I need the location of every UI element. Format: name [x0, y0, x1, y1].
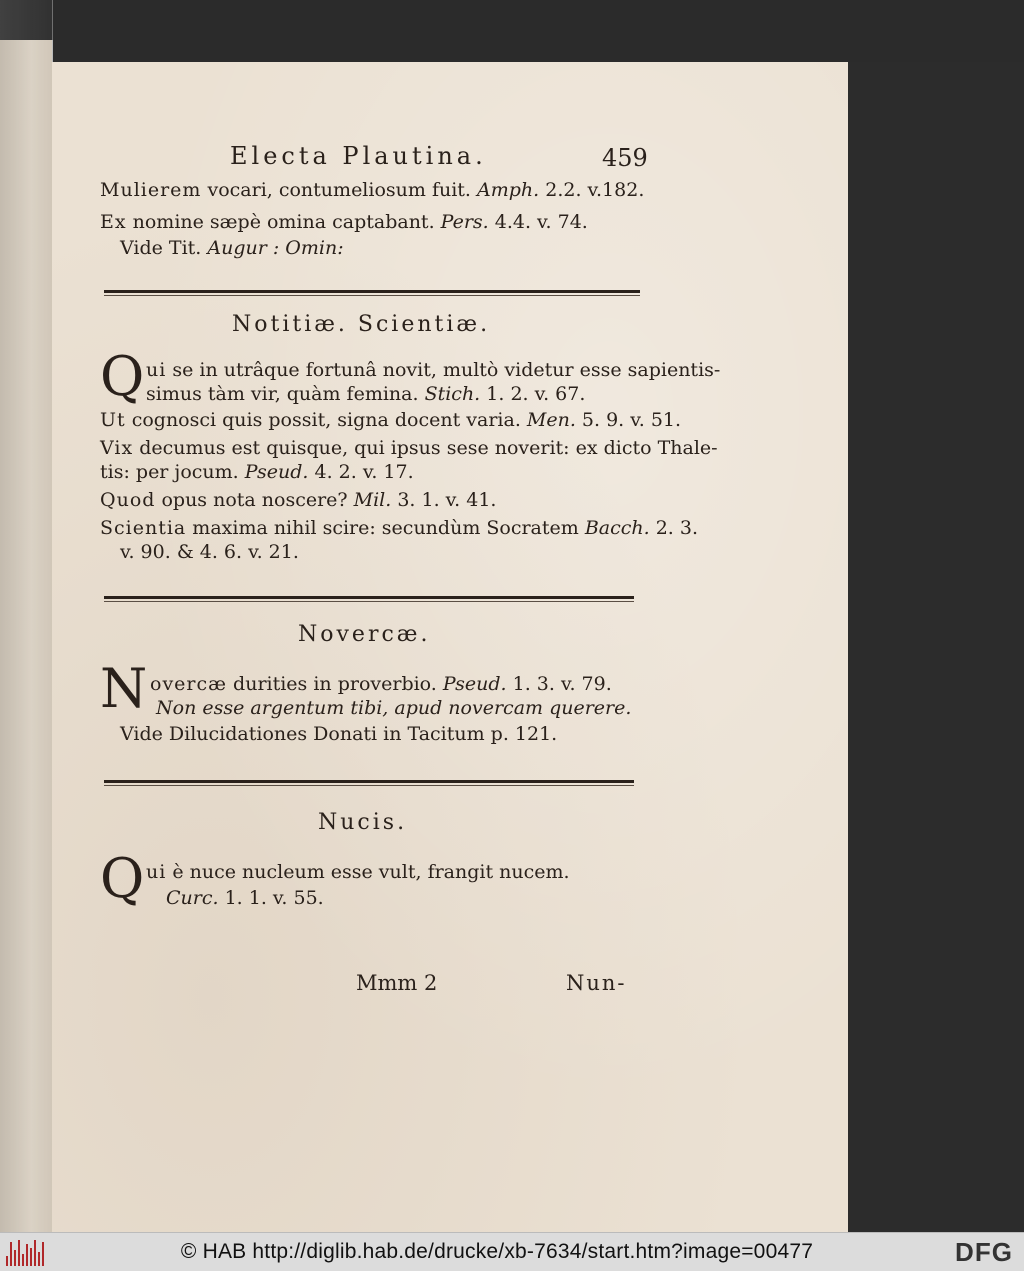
- text-line: Mulierem vocari, contumeliosum fuit. Amph. 2.2. v.182.: [100, 179, 645, 201]
- page-number: 459: [602, 144, 648, 172]
- dfg-logo: DFG: [955, 1236, 1013, 1267]
- drop-cap: Q: [100, 345, 145, 408]
- text-line: Non esse argentum tibi, apud novercam querere.: [156, 697, 632, 719]
- scan-shadow: [848, 62, 1024, 1232]
- section-rule: [104, 780, 634, 783]
- text-line: Ex nomine sæpè omina captabant. Pers. 4.4. v. 74.: [100, 211, 588, 233]
- book-page: [52, 62, 848, 1232]
- text-line: Vide Tit. Augur : Omin:: [120, 237, 344, 259]
- section-title: Novercæ.: [298, 622, 431, 647]
- text-line: v. 90. & 4. 6. v. 21.: [120, 541, 299, 563]
- text-line: Scientia maxima nihil scire: secundùm Socratem Bacch. 2. 3.: [100, 517, 699, 539]
- text-line: tis: per jocum. Pseud. 4. 2. v. 17.: [100, 461, 414, 483]
- viewer-footer: [0, 1232, 1024, 1271]
- text-line: Quod opus nota noscere? Mil. 3. 1. v. 41.: [100, 489, 497, 511]
- drop-cap: N: [100, 657, 148, 720]
- text-line: ui è nuce nucleum esse vult, frangit nucem.: [146, 861, 570, 883]
- text-line: Vide Dilucidationes Donati in Tacitum p. 121.: [120, 723, 558, 745]
- text-line: overcæ durities in proverbio. Pseud. 1. 3. v. 79.: [150, 673, 612, 695]
- running-head: Electa Plautina.: [230, 142, 487, 170]
- text-line: Vix decumus est quisque, qui ipsus sese noverit: ex dicto Thale-: [100, 437, 718, 459]
- drop-cap: Q: [100, 847, 145, 910]
- text-line: Curc. 1. 1. v. 55.: [166, 887, 324, 909]
- text-line: simus tàm vir, quàm femina. Stich. 1. 2. v. 67.: [146, 383, 586, 405]
- hab-logo-icon: [6, 1238, 50, 1266]
- mylar-sheet: [0, 0, 53, 1232]
- section-rule: [104, 596, 634, 599]
- signature-mark: Mmm 2: [356, 971, 438, 995]
- section-title: Notitiæ. Scientiæ.: [232, 312, 491, 337]
- catchword: Nun-: [566, 971, 627, 995]
- text-line: Ut cognosci quis possit, signa docent varia. Men. 5. 9. v. 51.: [100, 409, 682, 431]
- copyright-url[interactable]: © HAB http://diglib.hab.de/drucke/xb-7634/start.htm?image=00477: [180, 1240, 814, 1263]
- section-rule: [104, 290, 640, 293]
- section-title: Nucis.: [318, 810, 408, 835]
- text-line: ui se in utrâque fortunâ novit, multò videtur esse sapientis-: [146, 359, 721, 381]
